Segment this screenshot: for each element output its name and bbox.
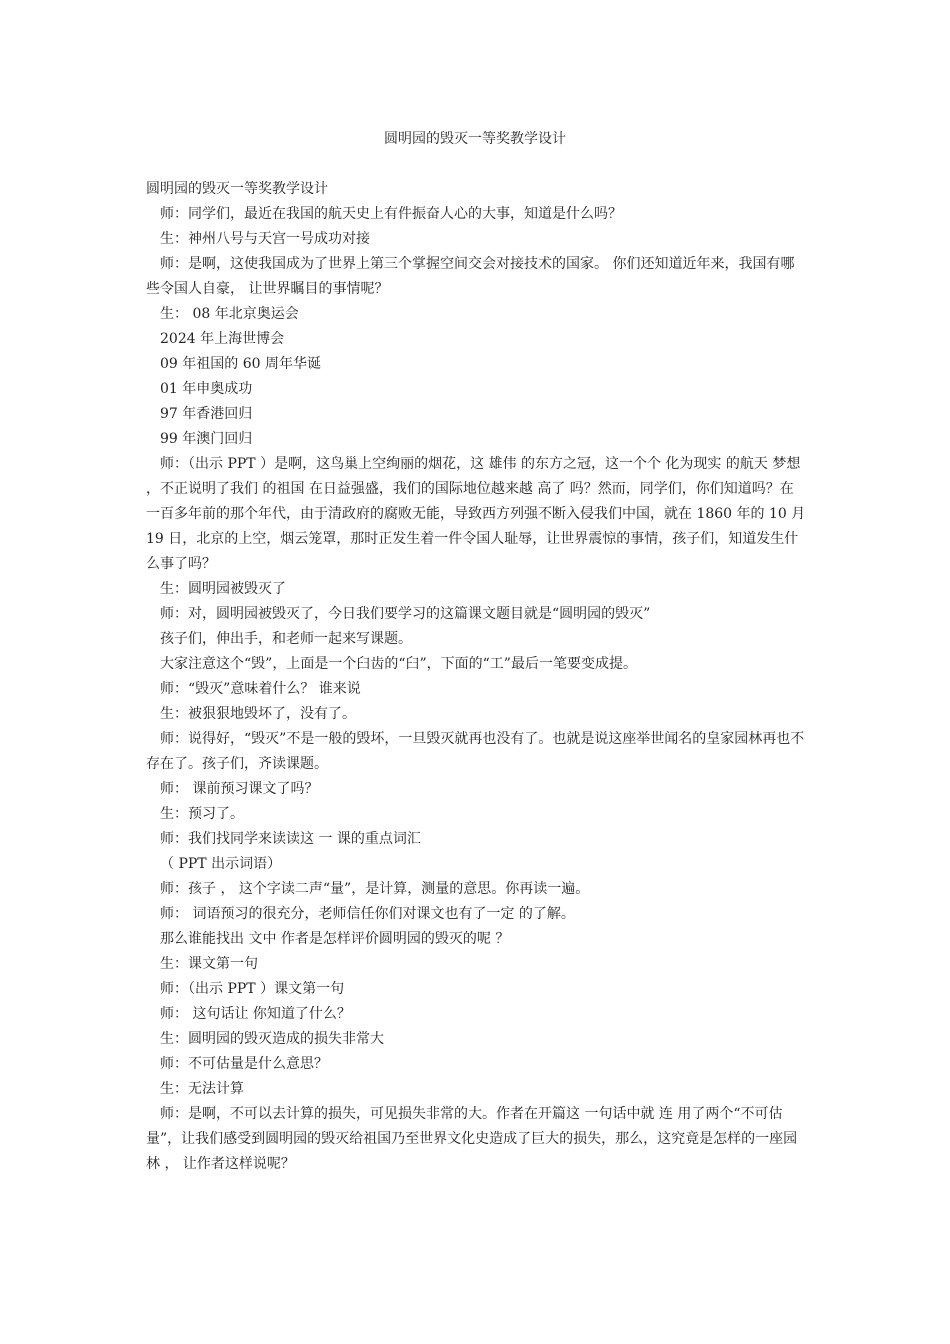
paragraph: 生：被狠狠地毁坏了，没有了。 — [160, 706, 356, 722]
paragraph: 师： 这句话让 你知道了什么？ — [160, 1006, 351, 1022]
paragraph: （ PPT 出示词语） — [160, 856, 282, 872]
paragraph: 99 年澳门回归 — [160, 431, 253, 447]
paragraph: 师：是啊，这使我国成为了世界上第三个掌握空间交会对接技术的国家。 你们还知道近年来，我国有哪些令国人自豪， 让世界瞩目的事情呢？ — [146, 256, 795, 297]
paragraph: 师： 课前预习课文了吗？ — [160, 781, 319, 797]
paragraph: 那么谁能找出 文中 作者是怎样评价圆明园的毁灭的呢 ？ — [160, 931, 510, 947]
paragraph: 师：我们找同学来读读这 一 课的重点词汇 — [160, 831, 421, 847]
paragraph: 97 年香港回归 — [160, 406, 253, 422]
paragraph: 生：圆明园被毁灭了 — [160, 581, 286, 597]
paragraph: 生：课文第一句 — [160, 956, 258, 972]
paragraph: 生：神州八号与天宫一号成功对接 — [160, 231, 370, 247]
paragraph: 师：不可估量是什么意思？ — [160, 1056, 328, 1072]
paragraph: 师：（出示 PPT ）课文第一句 — [160, 981, 345, 997]
paragraph: 大家注意这个“毁”，上面是一个臼齿的“臼”，下面的“工”最后一笔要变成提。 — [160, 656, 637, 672]
paragraph: 孩子们，伸出手，和老师一起来写课题。 — [160, 631, 412, 647]
paragraph: 09 年祖国的 60 周年华诞 — [160, 356, 321, 372]
paragraph: 师：对，圆明园被毁灭了，今日我们要学习的这篇课文题目就是“圆明园的毁灭” — [160, 606, 651, 622]
paragraph: 生：圆明园的毁灭造成的损失非常大 — [160, 1031, 384, 1047]
paragraph: 生：无法计算 — [160, 1081, 244, 1097]
paragraph: 师：（出示 PPT ）是啊，这鸟巢上空绚丽的烟花，这 雄伟 的东方之冠，这一个个 化为现实 的航天 梦想 ，不正说明了我们 的祖国 在日益强盛，我们的国际地位越来越 高了 吗？然而，同学们，你们知道吗？在一百多年前的那个年代，由于清政府的腐败无能，导致西方列强不断入侵我们中国，就在 1860 年的 10 月 19 日，北京的上空，烟云笼罩，那时正发生着一件令国人耻辱，让世界震惊的事情，孩子们，知道发生什么事了吗？ — [146, 456, 806, 572]
paragraph: 01 年申奥成功 — [160, 381, 253, 397]
paragraph: 师： 词语预习的很充分，老师信任你们对课文也有了一定 的了解。 — [160, 906, 575, 922]
document-heading: 圆明园的毁灭一等奖教学设计 — [146, 181, 328, 197]
paragraph: 师：“毁灭”意味着什么？ 谁来说 — [160, 681, 361, 697]
paragraph: 生：预习了。 — [160, 806, 244, 822]
paragraph: 2024 年上海世博会 — [160, 331, 285, 347]
paragraph: 师：是啊，不可以去计算的损失，可见损失非常的大。作者在开篇这 一句话中就 连 用了两个“不可估量”，让我们感受到圆明园的毁灭给祖国乃至世界文化史造成了巨大的损失，那么，这究竟是怎样的一座园林 ， 让作者这样说呢？ — [146, 1106, 798, 1172]
paragraph: 师：同学们，最近在我国的航天史上有件振奋人心的大事，知道是什么吗？ — [160, 206, 622, 222]
paragraph: 生： 08 年北京奥运会 — [160, 306, 299, 322]
document-title: 圆明园的毁灭一等奖教学设计 — [384, 131, 566, 147]
paragraph: 师：孩子 ， 这个字读二声“量”，是计算，测量的意思。你再读一遍。 — [160, 881, 590, 897]
paragraph: 师：说得好，“毁灭”不是一般的毁坏，一旦毁灭就再也没有了。也就是说这座举世闻名的皇家园林再也不存在了。孩子们，齐读课题。 — [146, 731, 805, 772]
document-body — [146, 177, 806, 1177]
